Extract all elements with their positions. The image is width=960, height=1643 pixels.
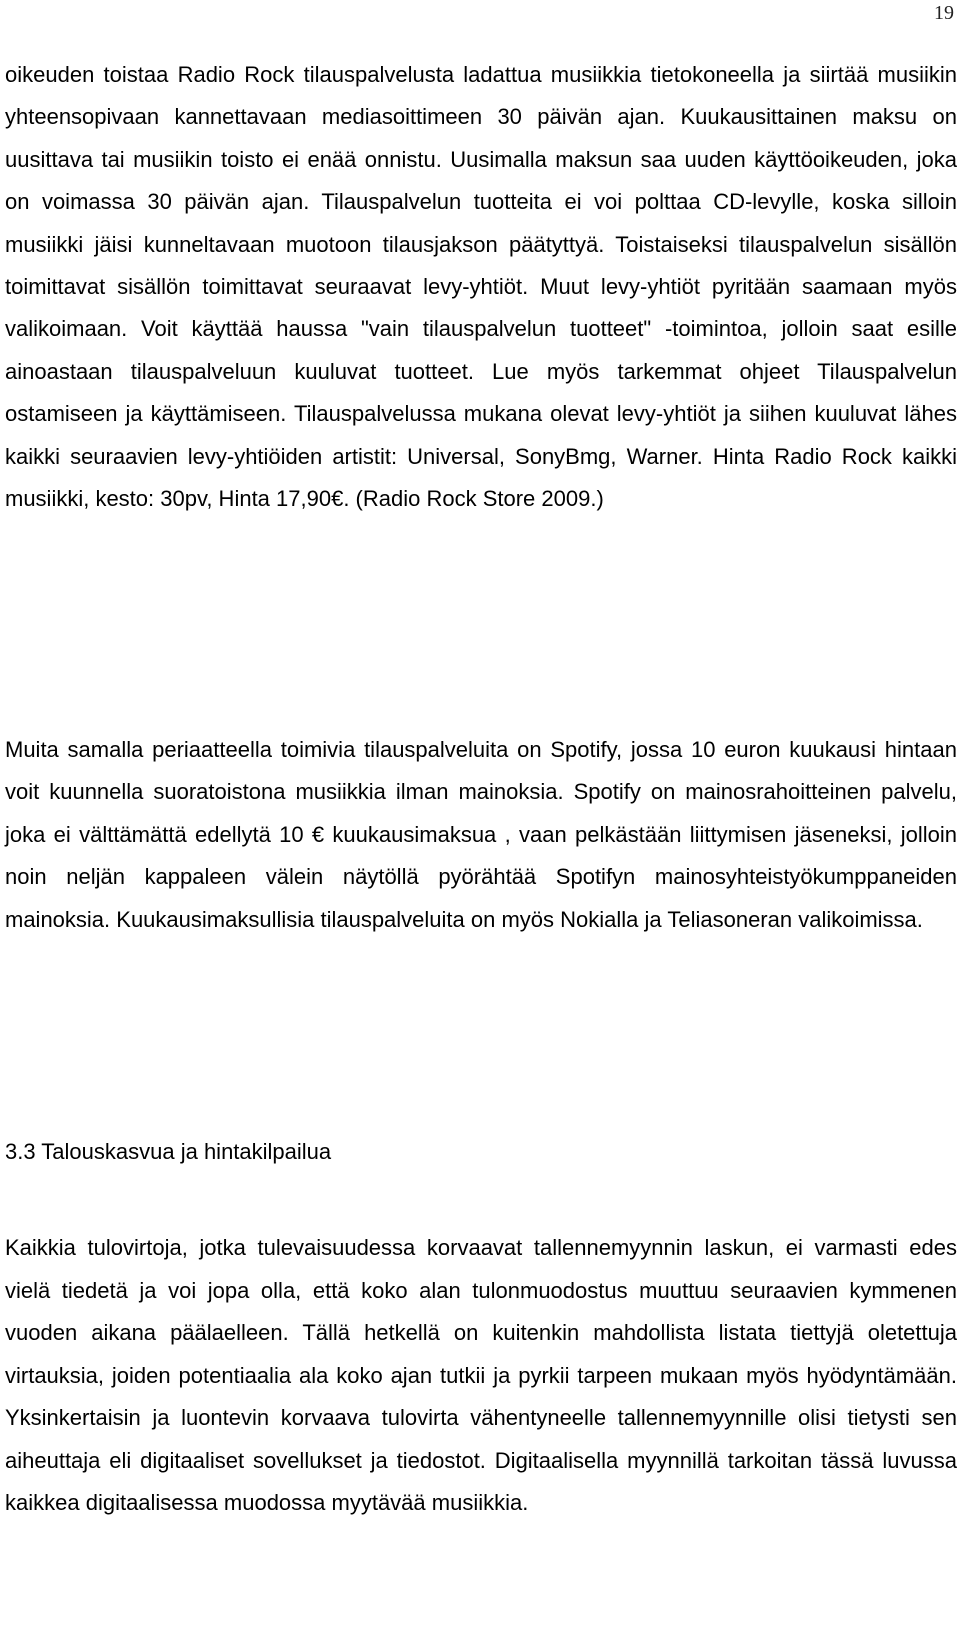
paragraph-spotify: Muita samalla periaatteella toimivia tilauspalveluita on Spotify, jossa 10 euron kuukausi hintaan voit kuunnella suoratoistona musiikkia ilman mainoksia. Spotify on mainosrahoitteinen palvelu, joka ei välttämättä edellytä 10 € kuukausimaksua , vaan pelkästään liittymisen jäseneksi, jolloin noin neljän kappaleen välein näytöllä pyörähtää Spotifyn mainosyhteistyökumppaneiden mainoksia. Kuukausimaksullisia tilauspalveluita on myös Nokialla ja Teliasoneran valikoimissa. [5,737,957,932]
section-heading: 3.3 Talouskasvua ja hintakilpailua [5,1139,332,1164]
paragraph-radio-rock: oikeuden toistaa Radio Rock tilauspalvelusta ladattua musiikkia tietokoneella ja siirtää musiikin yhteensopivaan kannettavaan mediasoittimeen 30 päivän ajan. Kuukausittainen maksu on uusittava tai musiikin toisto ei enää onnistu. Uusimalla maksun saa uuden käyttöoikeuden, joka on voimassa 30 päivän ajan. Tilauspalvelun tuotteita ei voi polttaa CD-levylle, koska silloin musiikki jäisi kunneltavaan muotoon tilausjakson päätyttyä. Toistaiseksi tilauspalvelun sisällön toimittavat sisällön toimittavat seuraavat levy-yhtiöt. Muut levy-yhtiöt pyritään saamaan myös valikoimaan. Voit käyttää haussa "vain tilauspalvelun tuotteet" -toimintoa, jolloin saat esille ainoastaan tilauspalveluun kuuluvat tuotteet. Lue myös tarkemmat ohjeet Tilauspalvelun ostamiseen ja käyttämiseen. Tilauspalvelussa mukana olevat levy-yhtiöt ja siihen kuuluvat lähes kaikki seuraavien levy-yhtiöiden artistit: Universal, SonyBmg, Warner. Hinta Radio Rock kaikki musiikki, kesto: 30pv, Hinta 17,90€. (Radio Rock Store 2009.) [5,62,957,512]
paragraph-section-body: Kaikkia tulovirtoja, jotka tulevaisuudessa korvaavat tallennemyynnin laskun, ei varmasti edes vielä tiedetä ja voi jopa olla, että koko alan tulonmuodostus muuttuu seuraavien kymmenen vuoden aikana päälaelleen. Tällä hetkellä on kuitenkin mahdollista listata tiettyjä oletettuja virtauksia, joiden potentiaalia ala koko ajan tutkii ja pyrkii tarpeen mukaan myös hyödyntämään. Yksinkertaisin ja luontevin korvaava tulovirta vähentyneelle tallennemyynnille olisi tietysti sen aiheuttaja eli digitaaliset sovellukset ja tiedostot. Digitaalisella myynnillä tarkoitan tässä luvussa kaikkea digitaalisessa muodossa myytävää musiikkia. [5,1235,957,1515]
page-number: 19 [934,2,954,24]
